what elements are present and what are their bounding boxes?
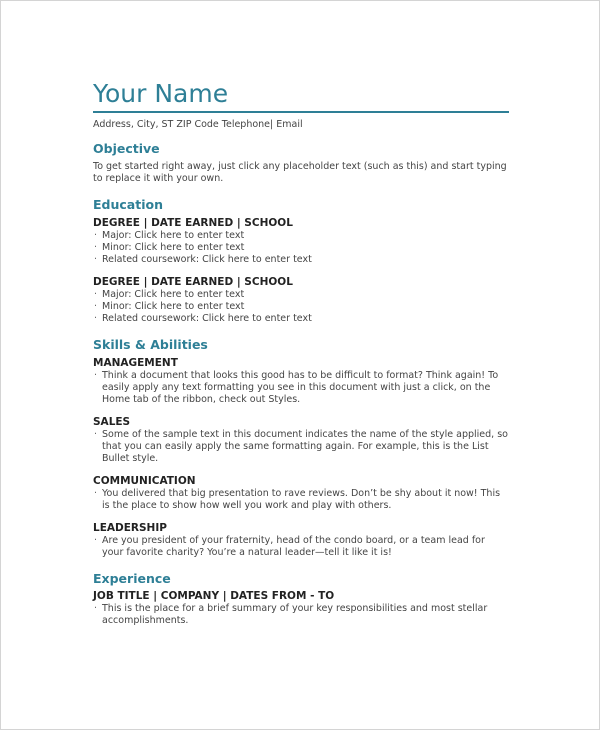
bullet-icon: · [94, 488, 98, 499]
education-entry [93, 275, 509, 325]
experience-heading: Experience [93, 571, 171, 586]
bullet-icon: · [94, 242, 98, 253]
education-entry-title[interactable]: DEGREE | DATE EARNED | SCHOOL [93, 217, 293, 229]
skill-entry-sales [93, 415, 509, 465]
bullet-icon: · [94, 254, 98, 265]
list-item-text: This is the place for a brief summary of your key responsibilities and most stellar accomplishments. [102, 603, 488, 626]
education-entry [93, 216, 509, 266]
experience-entry-title[interactable]: JOB TITLE | COMPANY | DATES FROM - TO [93, 590, 335, 602]
resume-content [93, 79, 509, 627]
list-item[interactable] [93, 603, 509, 627]
experience-section [93, 571, 509, 627]
education-entry-bullets [93, 289, 509, 325]
list-item[interactable] [93, 254, 509, 266]
skills-section [93, 337, 509, 559]
list-item-text: Related coursework: Click here to enter text [102, 313, 312, 324]
list-item-text: Major: Click here to enter text [102, 289, 245, 300]
list-item-text: Think a document that looks this good has to be difficult to format? Think again! To easily apply any text formatting you see in this document with just a click, on the Home tab of the ribbon, check out Styles. [102, 370, 499, 405]
bullet-icon: · [94, 301, 98, 312]
bullet-icon: · [94, 535, 98, 546]
list-item[interactable] [93, 242, 509, 254]
education-heading: Education [93, 197, 163, 212]
bullet-icon: · [94, 313, 98, 324]
skill-entry-bullets [93, 429, 509, 465]
list-item[interactable] [93, 230, 509, 242]
objective-section [93, 141, 509, 185]
skill-entry-communication [93, 474, 509, 512]
skill-entry-bullets [93, 535, 509, 559]
list-item-text: You delivered that big presentation to rave reviews. Don’t be shy about it now! This is the place to show how well you work and play with others. [102, 488, 501, 511]
skill-entry-management [93, 356, 509, 406]
list-item[interactable] [93, 313, 509, 325]
bullet-icon: · [94, 370, 98, 381]
name-title[interactable]: Your Name [93, 79, 229, 108]
name-underline-rule [93, 111, 509, 113]
bullet-icon: · [94, 603, 98, 614]
skills-heading: Skills & Abilities [93, 337, 208, 352]
skill-entry-title[interactable]: SALES [93, 416, 131, 428]
list-item[interactable] [93, 429, 509, 465]
list-item-text: Minor: Click here to enter text [102, 301, 245, 312]
skill-entry-leadership [93, 521, 509, 559]
list-item[interactable] [93, 289, 509, 301]
list-item-text: Are you president of your fraternity, head of the condo board, or a team lead for your favorite charity? You’re a natural leader—tell it like it is! [102, 535, 485, 558]
education-section [93, 197, 509, 325]
skill-entry-title[interactable]: LEADERSHIP [93, 522, 167, 534]
bullet-icon: · [94, 429, 98, 440]
skill-entry-title[interactable]: COMMUNICATION [93, 475, 196, 487]
list-item[interactable] [93, 488, 509, 512]
education-entry-bullets [93, 230, 509, 266]
list-item-text: Major: Click here to enter text [102, 230, 245, 241]
list-item[interactable] [93, 535, 509, 559]
skill-entry-bullets [93, 488, 509, 512]
list-item-text: Minor: Click here to enter text [102, 242, 245, 253]
list-item-text: Related coursework: Click here to enter text [102, 254, 312, 265]
experience-entry-bullets [93, 603, 509, 627]
list-item[interactable] [93, 370, 509, 406]
skill-entry-title[interactable]: MANAGEMENT [93, 357, 178, 369]
objective-heading: Objective [93, 141, 160, 156]
education-entry-title[interactable]: DEGREE | DATE EARNED | SCHOOL [93, 276, 293, 288]
contact-info[interactable]: Address, City, ST ZIP Code Telephone| Email [93, 119, 303, 130]
skill-entry-bullets [93, 370, 509, 406]
bullet-icon: · [94, 289, 98, 300]
list-item-text: Some of the sample text in this document indicates the name of the style applied, so that you can easily apply the same formatting again. For example, this is the List Bullet style. [102, 429, 508, 464]
experience-entry [93, 589, 509, 627]
list-item[interactable] [93, 301, 509, 313]
bullet-icon: · [94, 230, 98, 241]
objective-text[interactable]: To get started right away, just click any placeholder text (such as this) and start typing to replace it with your own. [93, 161, 507, 184]
